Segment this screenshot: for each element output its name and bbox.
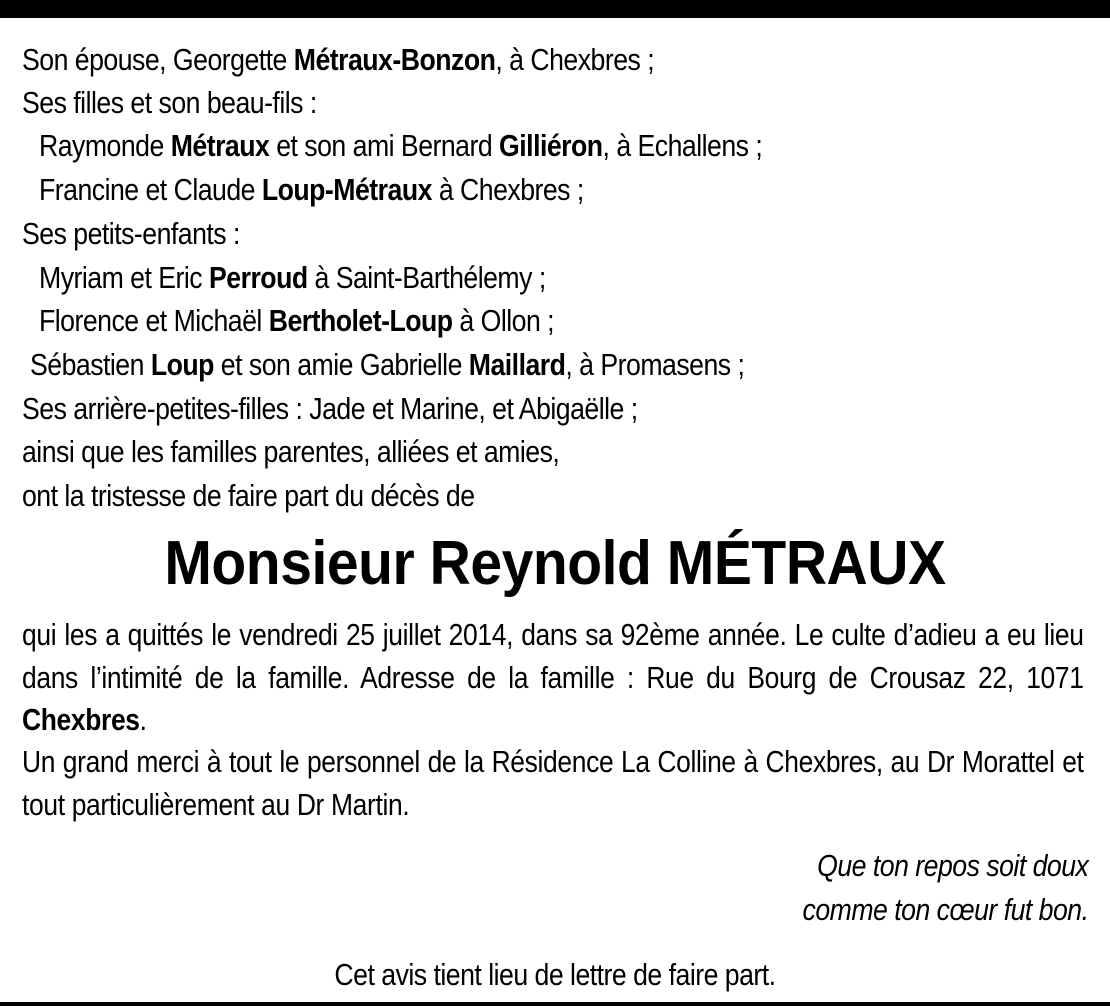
grandchildren-heading: Ses petits-enfants : — [22, 216, 240, 251]
grandchild-line-myriam: Myriam et Eric Perroud à Saint-Barthélemy ; — [39, 260, 546, 295]
grandchild-line-sebastien: Sébastien Loup et son amie Gabrielle Maillard, à Promasens ; — [30, 347, 745, 382]
grandchild-line-florence: Florence et Michaël Bertholet-Loup à Ollon ; — [39, 303, 555, 338]
thanks-paragraph: Un grand merci à tout le personnel de la Résidence La Colline à Chexbres, au Dr Morattel et tout particulièrement au Dr Martin. — [22, 744, 1084, 822]
daughter-line-raymonde: Raymonde Métraux et son ami Bernard Gilliéron, à Echallens ; — [39, 128, 763, 163]
quote-line-2: comme ton cœur fut bon. — [802, 892, 1088, 927]
death-details-paragraph: qui les a quittés le vendredi 25 juillet 2014, dans sa 92ème année. Le culte d’adieu a eu lieu dans l’intimité de la famille. Adresse de la famille : Rue du Bourg de Crousaz 22, 1071 Chexbres. — [22, 617, 1084, 737]
daughter-line-francine: Francine et Claude Loup-Métraux à Chexbres ; — [39, 172, 584, 207]
announcement-line: ont la tristesse de faire part du décès de — [22, 478, 475, 513]
spouse-line: Son épouse, Georgette Métraux-Bonzon, à Chexbres ; — [22, 42, 655, 77]
quote-line-1: Que ton repos soit doux — [816, 848, 1088, 883]
closing-line: Cet avis tient lieu de lettre de faire part. — [334, 957, 776, 992]
deceased-name: Monsieur Reynold MÉTRAUX — [164, 529, 946, 598]
great-grandchildren-line: Ses arrière-petites-filles : Jade et Marine, et Abigaëlle ; — [22, 391, 638, 426]
daughters-heading: Ses filles et son beau-fils : — [22, 85, 317, 120]
bottom-border — [0, 1002, 1110, 1006]
top-border — [0, 0, 1110, 18]
families-line: ainsi que les familles parentes, alliées et amies, — [22, 434, 560, 469]
